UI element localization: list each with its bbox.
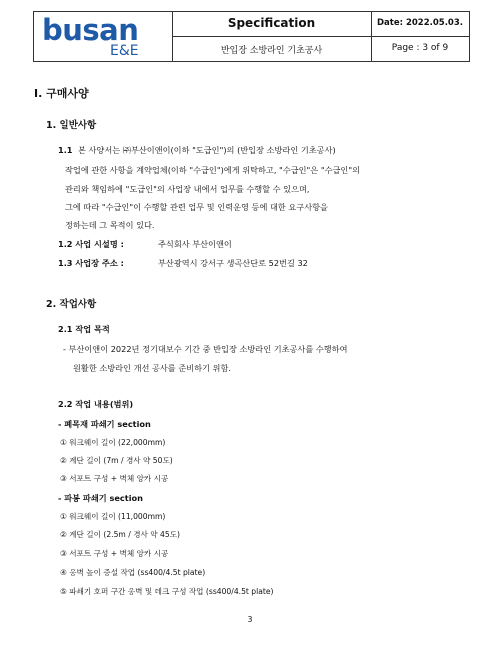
- list-item: ① 워크웨이 길이 (22,000mm): [60, 438, 166, 447]
- section-heading: Ⅰ. 구매사양: [34, 87, 89, 100]
- para-line: 본 사양서는 ㈜부산이앤이(이하 "도급인")의 (반입장 소방라인 기초공사): [78, 145, 336, 155]
- spec-title-cell: [172, 12, 372, 37]
- company-logo-sub: E&E: [110, 43, 139, 59]
- list-item: ① 워크웨이 길이 (11,000mm): [60, 512, 166, 521]
- list-item: ② 계단 길이 (7m / 경사 약 50도): [60, 456, 173, 465]
- company-logo: busan: [42, 13, 139, 47]
- logo-cell: [34, 12, 173, 61]
- group-title-bag-shredder: - 파봉 파쇄기 section: [58, 493, 143, 503]
- address-value: 부산광역시 강서구 생곡산단로 52번길 32: [158, 258, 308, 268]
- para-line: 정하는데 그 목적이 있다.: [65, 220, 155, 230]
- header-table: [33, 11, 470, 62]
- work-scope-heading: 2.2 작업 내용(범위): [58, 399, 134, 409]
- subsection-heading-general: 1. 일반사항: [46, 120, 97, 131]
- project-title-cell: [172, 36, 372, 61]
- work-purpose-heading: 2.1 작업 목적: [58, 324, 110, 334]
- address-label: 1.3 사업장 주소 :: [58, 258, 124, 268]
- facility-label: 1.2 사업 시설명 :: [58, 239, 124, 249]
- subsection-heading-work: 2. 작업사항: [46, 299, 97, 310]
- date-cell: [371, 12, 469, 37]
- para-line: 그에 따라 "수급인"이 수행할 관련 업무 및 인력운영 등에 대한 요구사항을: [65, 202, 328, 212]
- page-cell: [371, 36, 469, 61]
- list-item: ③ 서포트 구성 + 벽체 앙카 시공: [60, 474, 169, 483]
- list-item: ④ 옹벽 높이 증설 작업 (ss400/4.5t plate): [60, 568, 206, 577]
- para-line: - 부산이앤이 2022년 정기대보수 기간 중 반입장 소방라인 기초공사를 수행하여: [63, 344, 348, 354]
- spec-title: Specification: [227, 16, 316, 30]
- page-number: 3: [247, 615, 253, 624]
- date-label: Date: 2022.05.03.: [377, 18, 463, 28]
- project-title: 반입장 소방라인 기초공사: [220, 46, 323, 56]
- group-title-wood-shredder: - 폐목재 파쇄기 section: [58, 419, 151, 429]
- list-item: ② 계단 길이 (2.5m / 경사 약 45도): [60, 530, 181, 539]
- para-line: 작업에 관한 사항을 계약업체(이하 "수급인")에게 위탁하고, "수급인"은 "수급인"의: [65, 165, 360, 175]
- list-item: ③ 서포트 구성 + 벽체 앙카 시공: [60, 549, 169, 558]
- para-line: 관리와 책임하에 "도급인"의 사업장 내에서 업무를 수행할 수 있으며,: [65, 184, 310, 194]
- facility-value: 주식회사 부산이앤이: [158, 239, 232, 249]
- para-label-1-1: 1.1: [58, 145, 73, 155]
- list-item: ⑤ 파쇄기 호퍼 구간 옹벽 및 데크 구성 작업 (ss400/4.5t plate): [60, 587, 274, 596]
- page-indicator: Page : 3 of 9: [391, 43, 449, 53]
- para-line: 원활한 소방라인 개선 공사를 준비하기 위함.: [73, 363, 231, 373]
